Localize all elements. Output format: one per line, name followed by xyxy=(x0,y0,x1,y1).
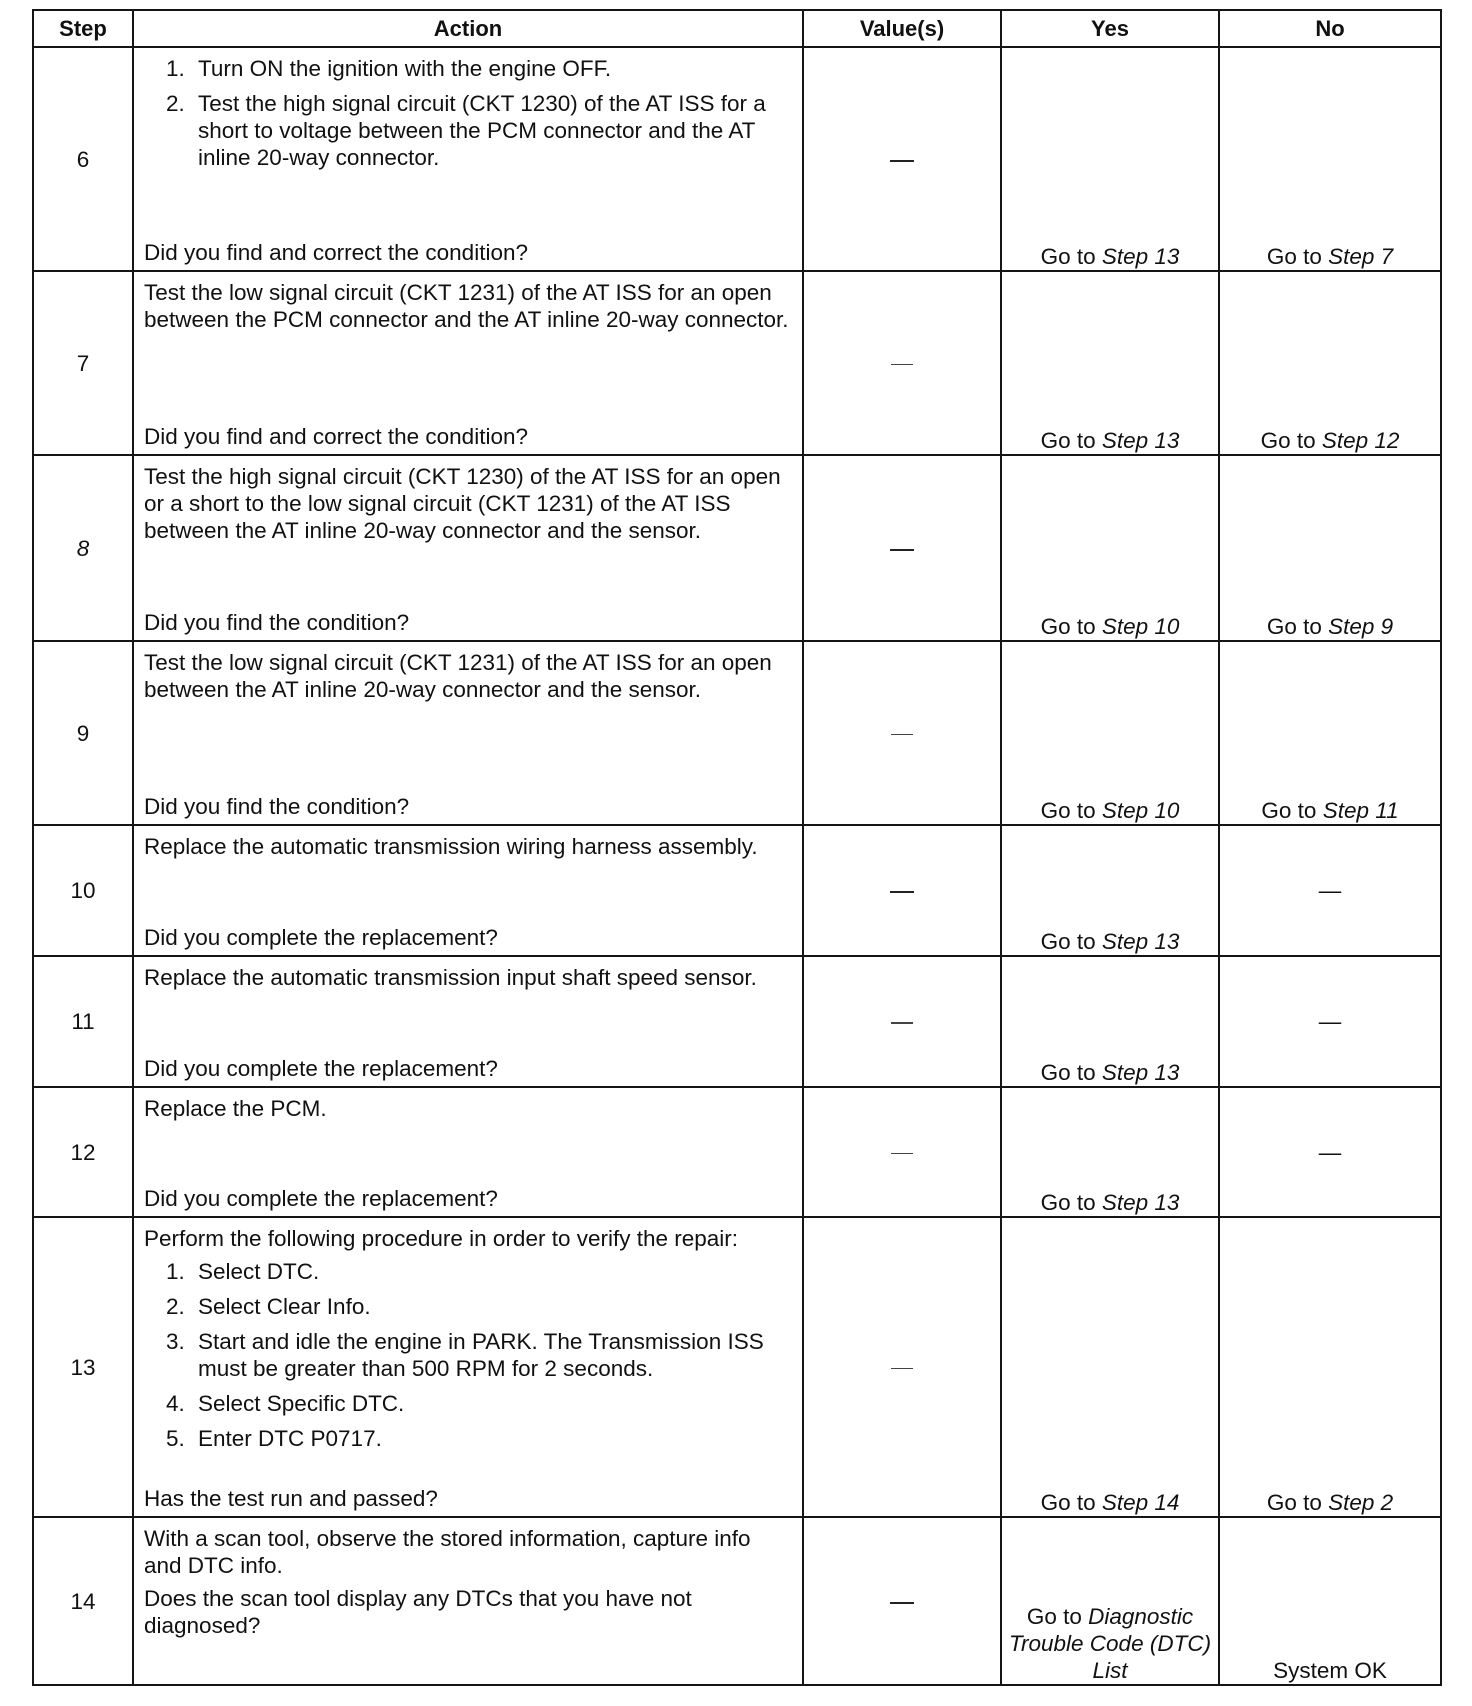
action-text: With a scan tool, observe the stored information, capture info and DTC info. xyxy=(144,1526,751,1578)
header-action: Action xyxy=(133,10,803,47)
value-cell xyxy=(803,1517,1001,1685)
action-question: Has the test run and passed? xyxy=(144,1486,438,1511)
value-cell xyxy=(803,455,1001,641)
no-result: — xyxy=(1219,1087,1441,1217)
action-question: Did you find the condition? xyxy=(144,794,410,819)
step-link[interactable]: Step 10 xyxy=(1101,614,1180,639)
yes-result: Go to Step 13 xyxy=(1001,956,1219,1087)
step-number: 6 xyxy=(33,47,133,271)
action-question: Did you find and correct the condition? xyxy=(144,424,528,449)
value-dash xyxy=(890,891,914,893)
action-question: Did you find the condition? xyxy=(144,610,410,635)
action-cell xyxy=(133,47,803,271)
yes-result: Go to Step 13 xyxy=(1001,1087,1219,1217)
table-row xyxy=(33,956,1441,1087)
action-text: Replace the automatic transmission wiring harness assembly. xyxy=(144,834,758,859)
list-item: 5. Enter DTC P0717. xyxy=(166,1426,382,1451)
dtc-list-link[interactable]: Diagnostic Trouble Code (DTC) List xyxy=(1008,1604,1212,1683)
no-result: — xyxy=(1219,825,1441,956)
action-cell xyxy=(133,1087,803,1217)
step-number: 9 xyxy=(33,641,133,825)
action-list xyxy=(144,1258,792,1452)
action-cell xyxy=(133,1517,803,1685)
yes-result: Go to Step 13 xyxy=(1001,271,1219,455)
list-item: 1. Select DTC. xyxy=(166,1259,320,1284)
action-cell xyxy=(133,956,803,1087)
action-text: Test the low signal circuit (CKT 1231) of the AT ISS for an open between the AT inline 20-way connector and the sensor. xyxy=(144,650,772,702)
action-cell xyxy=(133,1217,803,1517)
step-link[interactable]: Step 13 xyxy=(1101,428,1180,453)
action-question: Did you find and correct the condition? xyxy=(144,240,528,265)
no-result: System OK xyxy=(1219,1517,1441,1685)
step-link[interactable]: Step 13 xyxy=(1101,244,1180,269)
step-link[interactable]: Step 11 xyxy=(1322,798,1399,823)
value-cell xyxy=(803,47,1001,271)
step-link[interactable]: Step 14 xyxy=(1101,1490,1180,1515)
value-dash xyxy=(890,549,914,551)
step-link[interactable]: Step 7 xyxy=(1328,244,1394,269)
step-link[interactable]: Step 9 xyxy=(1328,614,1394,639)
table-row xyxy=(33,271,1441,455)
step-number: 11 xyxy=(33,956,133,1087)
header-no: No xyxy=(1219,10,1441,47)
no-result: Go to Step 2 xyxy=(1219,1217,1441,1517)
table-row xyxy=(33,455,1441,641)
header-values: Value(s) xyxy=(803,10,1001,47)
yes-result: Go to Step 10 xyxy=(1001,455,1219,641)
list-item: 4. Select Specific DTC. xyxy=(166,1391,405,1416)
list-item: 1. Turn ON the ignition with the engine OFF. xyxy=(166,56,612,81)
table-row xyxy=(33,825,1441,956)
table-row xyxy=(33,1087,1441,1217)
step-number: 10 xyxy=(33,825,133,956)
action-cell xyxy=(133,271,803,455)
action-text: Perform the following procedure in order to verify the repair: xyxy=(144,1226,739,1251)
step-link[interactable]: Step 13 xyxy=(1101,929,1180,954)
yes-result: Go to Step 13 xyxy=(1001,825,1219,956)
step-number: 13 xyxy=(33,1217,133,1517)
yes-result: Go to Step 10 xyxy=(1001,641,1219,825)
action-text: Test the low signal circuit (CKT 1231) of the AT ISS for an open between the PCM connector and the AT inline 20-way connector. xyxy=(144,280,789,332)
action-question: Did you complete the replacement? xyxy=(144,925,498,950)
step-link[interactable]: Step 2 xyxy=(1328,1490,1394,1515)
value-dash xyxy=(891,1153,913,1155)
action-text: Replace the PCM. xyxy=(144,1096,327,1121)
action-text: Test the high signal circuit (CKT 1230) of the AT ISS for an open or a short to the low signal circuit (CKT 1231) of the AT ISS between the AT inline 20-way connector and the sensor. xyxy=(144,464,781,543)
value-dash xyxy=(891,1022,913,1024)
table-row xyxy=(33,1217,1441,1517)
value-dash xyxy=(891,364,913,366)
step-link[interactable]: Step 10 xyxy=(1101,798,1180,823)
action-cell xyxy=(133,641,803,825)
list-item: 3. Start and idle the engine in PARK. The Transmission ISS must be greater than 500 RPM for 2 seconds. xyxy=(166,1329,764,1381)
value-dash xyxy=(890,160,914,162)
value-cell xyxy=(803,956,1001,1087)
value-cell xyxy=(803,271,1001,455)
action-cell xyxy=(133,825,803,956)
no-result: Go to Step 9 xyxy=(1219,455,1441,641)
value-cell xyxy=(803,1217,1001,1517)
table-header-row xyxy=(33,10,1441,47)
step-link[interactable]: Step 13 xyxy=(1101,1060,1180,1085)
list-item: 2. Select Clear Info. xyxy=(166,1294,371,1319)
action-list xyxy=(144,55,792,171)
header-yes: Yes xyxy=(1001,10,1219,47)
action-question: Did you complete the replacement? xyxy=(144,1186,498,1211)
value-cell xyxy=(803,1087,1001,1217)
no-result: Go to Step 7 xyxy=(1219,47,1441,271)
step-link[interactable]: Step 12 xyxy=(1321,428,1400,453)
table-row xyxy=(33,47,1441,271)
action-text: Replace the automatic transmission input shaft speed sensor. xyxy=(144,965,757,990)
list-item: 2. Test the high signal circuit (CKT 1230) of the AT ISS for a short to voltage between the PCM connector and the AT inline 20-way connector. xyxy=(166,91,766,170)
action-cell xyxy=(133,455,803,641)
value-dash xyxy=(891,734,913,736)
action-question: Did you complete the replacement? xyxy=(144,1056,498,1081)
value-dash xyxy=(890,1602,914,1604)
yes-result: Go to Step 14 xyxy=(1001,1217,1219,1517)
no-result: — xyxy=(1219,956,1441,1087)
value-cell xyxy=(803,641,1001,825)
no-result: Go to Step 12 xyxy=(1219,271,1441,455)
value-cell xyxy=(803,825,1001,956)
yes-result: Go to Step 13 xyxy=(1001,47,1219,271)
yes-result: Go to Diagnostic Trouble Code (DTC) List xyxy=(1001,1517,1219,1685)
action-question: Does the scan tool display any DTCs that you have not diagnosed? xyxy=(144,1586,692,1638)
step-number: 12 xyxy=(33,1087,133,1217)
no-result: Go to Step 11 xyxy=(1219,641,1441,825)
diagnostic-table xyxy=(32,9,1442,1686)
table-row xyxy=(33,641,1441,825)
header-step: Step xyxy=(33,10,133,47)
step-number: 7 xyxy=(33,271,133,455)
step-link[interactable]: Step 13 xyxy=(1101,1190,1180,1215)
value-dash xyxy=(891,1368,913,1370)
step-number: 14 xyxy=(33,1517,133,1685)
step-number: 8 xyxy=(33,455,133,641)
table-row xyxy=(33,1517,1441,1685)
